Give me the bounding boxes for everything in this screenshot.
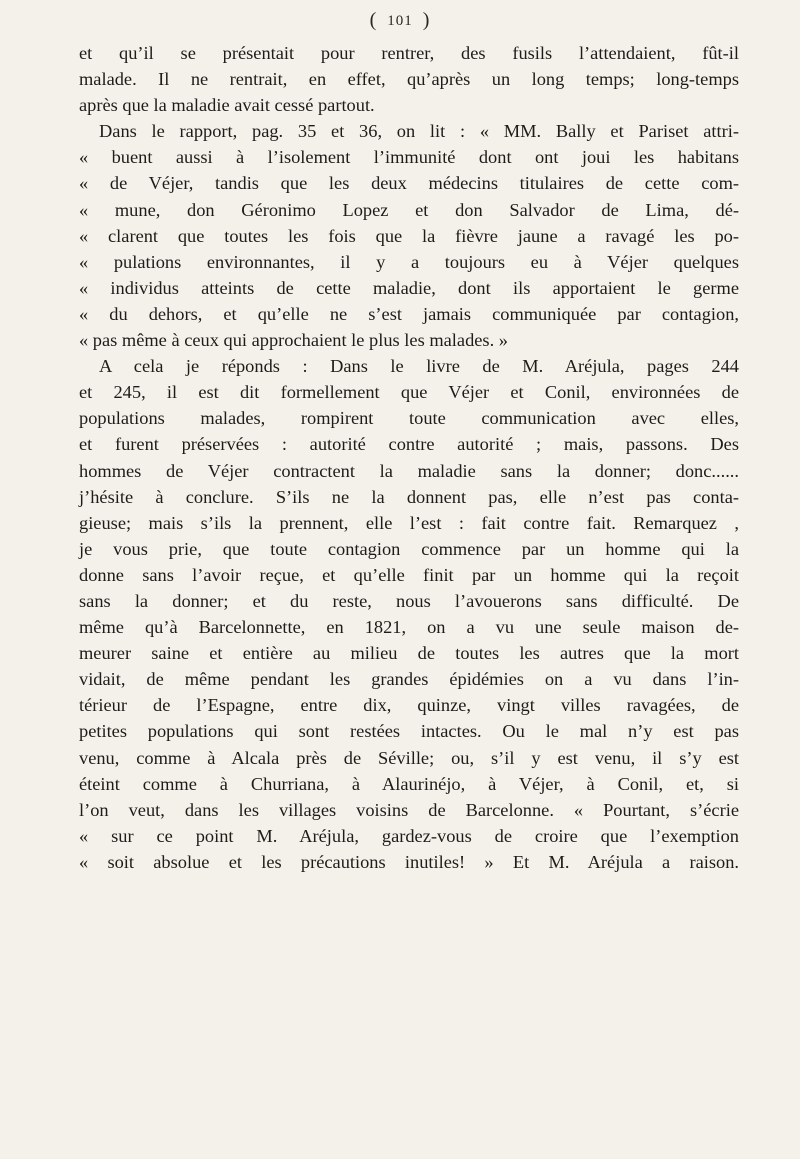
text-line: éteint comme à Churriana, à Alaurinéjo, à Véjer, à Conil, et, si [79, 773, 739, 794]
text-line: j’hésite à conclure. S’ils ne la donnent pas, elle n’est pas conta- [79, 486, 739, 507]
text-line: donne sans l’avoir reçue, et qu’elle finit par un homme qui la reçoit [79, 564, 739, 585]
text-line: vidait, de même pendant les grandes épidémies on a vu dans l’in- [79, 669, 739, 690]
text-line: « soit absolue et les précautions inutiles! » Et M. Aréjula a raison. [79, 851, 739, 872]
page-number-open-paren: ( [369, 9, 378, 31]
text-line: l’on veut, dans les villages voisins de Barcelonne. « Pourtant, s’écrie [79, 799, 739, 820]
text-line: et qu’il se présentait pour rentrer, des fusils l’attendaient, fût-il [79, 43, 739, 63]
page-number-value: 101 [387, 13, 413, 29]
page-number [0, 9, 800, 32]
text-line: petites populations qui sont restées intactes. Ou le mal n’y est pas [79, 721, 739, 742]
body-text [79, 40, 739, 875]
text-line: venu, comme à Alcala près de Séville; ou, s’il y est venu, il s’y est [79, 747, 739, 768]
text-line: « du dehors, et qu’elle ne s’est jamais communiquée par contagion, [79, 303, 739, 324]
text-line: « pulations environnantes, il y a toujours eu à Véjer quelques [79, 251, 739, 272]
text-line: populations malades, rompirent toute communication avec elles, [79, 408, 739, 429]
text-line: A cela je réponds : Dans le livre de M. Aréjula, pages 244 [99, 356, 739, 377]
text-line: malade. Il ne rentrait, en effet, qu’après un long temps; long-temps [79, 69, 739, 90]
text-line: Dans le rapport, pag. 35 et 36, on lit : « MM. Bally et Pariset attri- [99, 121, 739, 142]
text-line: « sur ce point M. Aréjula, gardez-vous de croire que l’exemption [79, 825, 739, 846]
text-line: « pas même à ceux qui approchaient le plus les malades. » [79, 330, 508, 351]
text-line: après que la maladie avait cessé partout. [79, 95, 375, 116]
text-line: « clarent que toutes les fois que la fièvre jaune a ravagé les po- [79, 225, 739, 246]
text-line: « buent aussi à l’isolement l’immunité dont ont joui les habitans [79, 147, 739, 168]
text-line: « de Véjer, tandis que les deux médecins titulaires de cette com- [79, 173, 739, 194]
text-line: « mune, don Géronimo Lopez et don Salvador de Lima, dé- [79, 199, 739, 220]
text-line: « individus atteints de cette maladie, dont ils apportaient le germe [79, 277, 739, 298]
text-line: térieur de l’Espagne, entre dix, quinze, vingt villes ravagées, de [79, 695, 739, 716]
text-line: même qu’à Barcelonnette, en 1821, on a vu une seule maison de- [79, 617, 739, 638]
page-number-close-paren: ) [422, 9, 431, 31]
text-line: et 245, il est dit formellement que Véjer et Conil, environnées de [79, 382, 739, 403]
text-line: sans la donner; et du reste, nous l’avouerons sans difficulté. De [79, 590, 739, 611]
text-line: et furent préservées : autorité contre autorité ; mais, passons. Des [79, 434, 739, 455]
text-line: meurer saine et entière au milieu de toutes les autres que la mort [79, 643, 739, 664]
text-line: je vous prie, que toute contagion commence par un homme qui la [79, 538, 739, 559]
text-line: gieuse; mais s’ils la prennent, elle l’est : fait contre fait. Remarquez , [79, 512, 739, 533]
text-line: hommes de Véjer contractent la maladie sans la donner; donc...... [79, 460, 739, 481]
